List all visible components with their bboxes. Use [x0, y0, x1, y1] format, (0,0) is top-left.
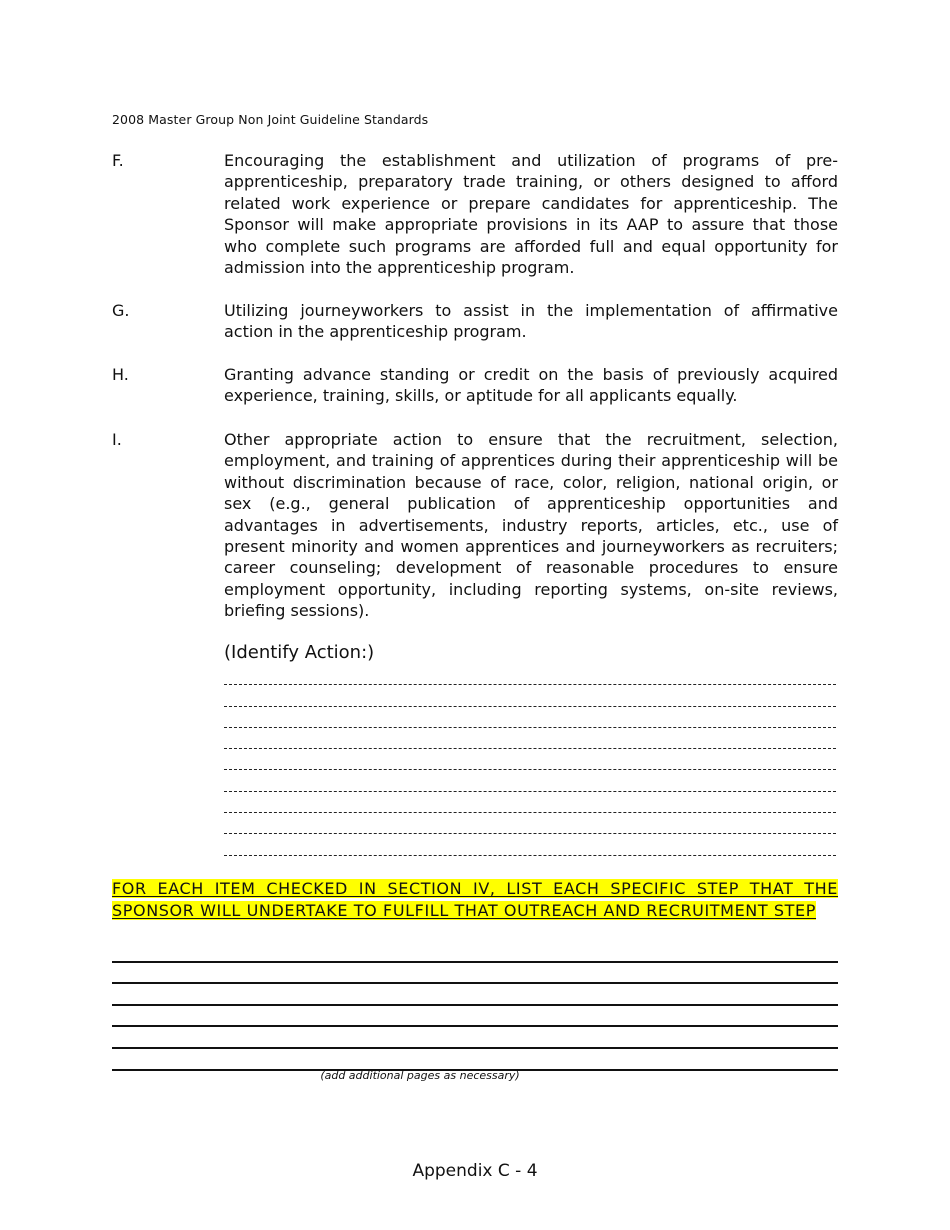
fill-line[interactable]	[224, 753, 836, 774]
fill-line[interactable]	[224, 689, 836, 710]
outreach-steps-fill-lines[interactable]	[112, 944, 838, 1074]
fill-line[interactable]	[112, 1009, 838, 1031]
fill-line[interactable]	[112, 944, 838, 966]
page-footer: Appendix C - 4	[412, 1161, 538, 1181]
highlighted-instruction: FOR EACH ITEM CHECKED IN SECTION IV, LIST EACH SPECIFIC STEP THAT THE SPONSOR WILL UNDERTAKE TO FULFILL THAT OUTREACH AND RECRUITMENT STEP	[112, 879, 838, 920]
item-letter: G.	[112, 301, 130, 320]
instruction-text	[112, 878, 838, 921]
item-letter: H.	[112, 365, 129, 384]
item-letter: F.	[112, 151, 124, 170]
item-letter: I.	[112, 430, 122, 449]
fill-line[interactable]	[224, 817, 836, 838]
fill-line[interactable]	[112, 966, 838, 988]
fill-line[interactable]	[224, 774, 836, 795]
fill-line[interactable]	[112, 1030, 838, 1052]
item-text: Other appropriate action to ensure that the recruitment, selection, employment, and training of apprentices during their apprenticeship will be without discrimination because of race, color, religion, national origin, or sex (e.g., general publication of apprenticeship opportunities and advantages in advertisements, industry reports, articles, etc., use of present minority and women apprentices and journeyworkers as recruiters; career counseling; development of reasonable procedures to ensure employment opportunity, including reporting systems, on-site reviews, briefing sessions).	[224, 430, 838, 621]
identify-action-label: (Identify Action:)	[224, 642, 375, 663]
fill-line[interactable]	[112, 987, 838, 1009]
fill-line[interactable]	[224, 838, 836, 859]
fill-line[interactable]	[224, 796, 836, 817]
fill-line[interactable]	[224, 732, 836, 753]
item-text: Encouraging the establishment and utilization of programs of pre-apprenticeship, preparatory trade training, or others designed to afford related work experience or prepare candidates for apprenticeship. The Sponsor will make appropriate provisions in its AAP to assure that those who complete such programs are afforded full and equal opportunity for admission into the apprenticeship program.	[224, 151, 838, 278]
document-header: 2008 Master Group Non Joint Guideline Standards	[112, 112, 429, 127]
fill-line[interactable]	[224, 711, 836, 732]
fill-line[interactable]	[224, 668, 836, 689]
additional-pages-note: (add additional pages as necessary)	[320, 1069, 520, 1082]
item-text: Utilizing journeyworkers to assist in the implementation of affirmative action in the apprenticeship program.	[224, 301, 838, 342]
identify-action-fill-lines[interactable]	[224, 668, 836, 860]
item-text: Granting advance standing or credit on the basis of previously acquired experience, training, skills, or aptitude for all applicants equally.	[224, 365, 838, 406]
